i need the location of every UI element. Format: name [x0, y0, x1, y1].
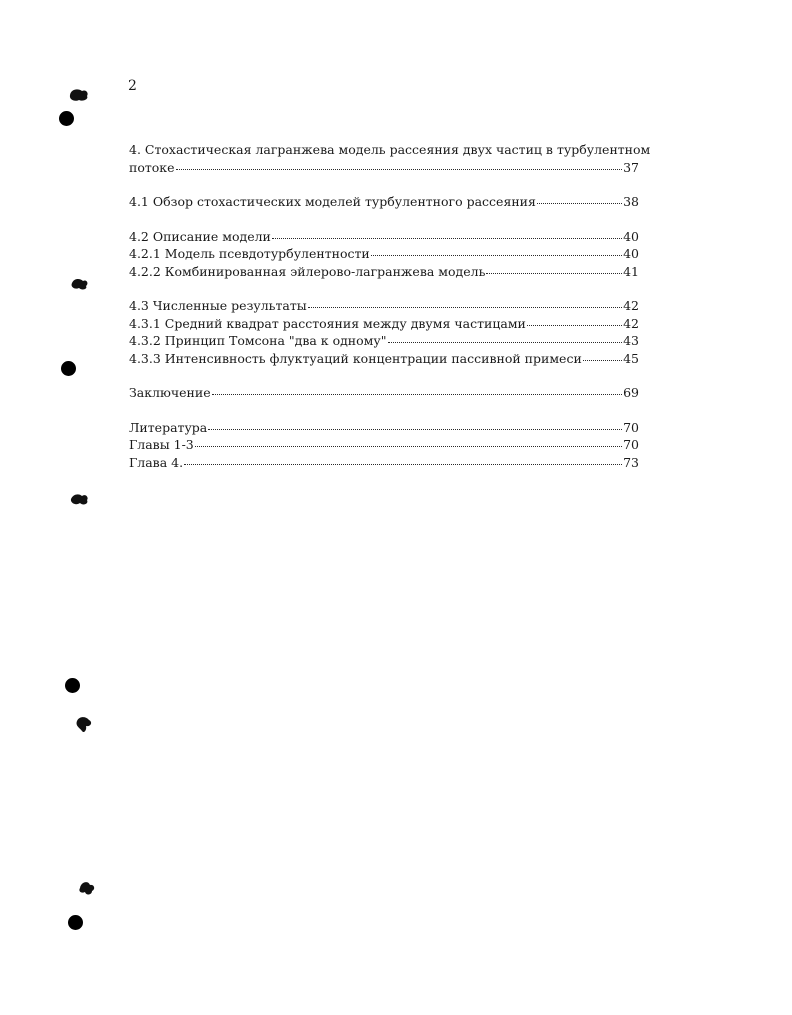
- toc-entry-page: 73: [623, 454, 639, 470]
- toc-entry: [129, 315, 639, 333]
- toc-entry: [129, 454, 639, 472]
- toc-chapter4-title: 4. Стохастическая лагранжева модель рассеяния двух частиц в турбулентном: [129, 142, 651, 157]
- ink-blot: [68, 87, 90, 103]
- ink-blot: [77, 879, 97, 897]
- toc-entry-page: 69: [623, 385, 639, 400]
- dot-leader: [195, 435, 622, 447]
- toc-entry-title: Литература: [129, 419, 208, 435]
- dot-leader: [308, 296, 622, 308]
- toc-entry-title: Заключение: [129, 385, 211, 400]
- binder-hole: [59, 111, 74, 126]
- dot-leader: [212, 383, 622, 395]
- dot-leader: [184, 453, 622, 465]
- toc-entry: [129, 297, 639, 315]
- ink-blot: [70, 276, 90, 292]
- toc-entry: [129, 332, 639, 350]
- toc-entry-title: 4.1 Обзор стохастических моделей турбулентного рассеяния: [129, 194, 536, 209]
- dot-leader: [583, 349, 622, 361]
- toc-entry-title: 4.2.2 Комбинированная эйлерово-лагранжева модель: [129, 263, 486, 279]
- toc-entry-title: потоке: [129, 159, 175, 175]
- toc-entry-page: 41: [623, 263, 639, 279]
- binder-hole: [61, 361, 76, 376]
- dot-leader: [537, 192, 622, 204]
- dot-leader: [272, 227, 622, 239]
- toc-entry-page: 70: [623, 419, 639, 435]
- dot-leader: [371, 244, 622, 256]
- toc-entry: [129, 384, 639, 402]
- toc-entry-page: 70: [623, 437, 639, 452]
- toc-entry: [129, 436, 639, 454]
- toc-entry-title: Глава 4.: [129, 454, 184, 470]
- toc-entry-page: 37: [623, 159, 639, 175]
- toc-entry-title: 4.3.2 Принцип Томсона "два к одному": [129, 333, 387, 348]
- toc-entry: [129, 193, 639, 211]
- ink-blot: [70, 491, 90, 507]
- toc-entry: [129, 419, 639, 437]
- toc-entry-page: 45: [623, 350, 639, 366]
- table-of-contents: [129, 141, 651, 471]
- binder-hole: [68, 915, 83, 930]
- toc-entry-title: 4.3.3 Интенсивность флуктуаций концентрации пассивной примеси: [129, 350, 582, 366]
- toc-entry-page: 40: [623, 228, 639, 244]
- dot-leader: [527, 314, 622, 326]
- toc-entry-page: 42: [623, 315, 639, 331]
- toc-entry-page: 43: [623, 333, 639, 348]
- dot-leader: [176, 158, 623, 170]
- dot-leader: [486, 262, 622, 274]
- toc-entry: [129, 159, 639, 177]
- toc-entry-title: 4.3 Численные результаты: [129, 298, 307, 313]
- toc-entry-page: 40: [623, 246, 639, 261]
- toc-entry-page: 42: [623, 298, 639, 313]
- page-number: 2: [128, 78, 137, 94]
- toc-entry-title: 4.3.1 Средний квадрат расстояния между двумя частицами: [129, 315, 526, 331]
- ink-blot: [74, 714, 94, 736]
- toc-entry: [129, 350, 639, 368]
- toc-entry-title: 4.2.1 Модель псевдотурбулентности: [129, 246, 370, 261]
- toc-entry-page: 38: [623, 194, 639, 209]
- toc-entry-title: 4.2 Описание модели: [129, 228, 271, 244]
- toc-entry: [129, 228, 639, 246]
- toc-entry-title: Главы 1-3: [129, 437, 194, 452]
- dot-leader: [388, 331, 623, 343]
- dot-leader: [208, 418, 622, 430]
- binder-hole: [65, 678, 80, 693]
- toc-entry: [129, 245, 639, 263]
- toc-entry: [129, 263, 639, 281]
